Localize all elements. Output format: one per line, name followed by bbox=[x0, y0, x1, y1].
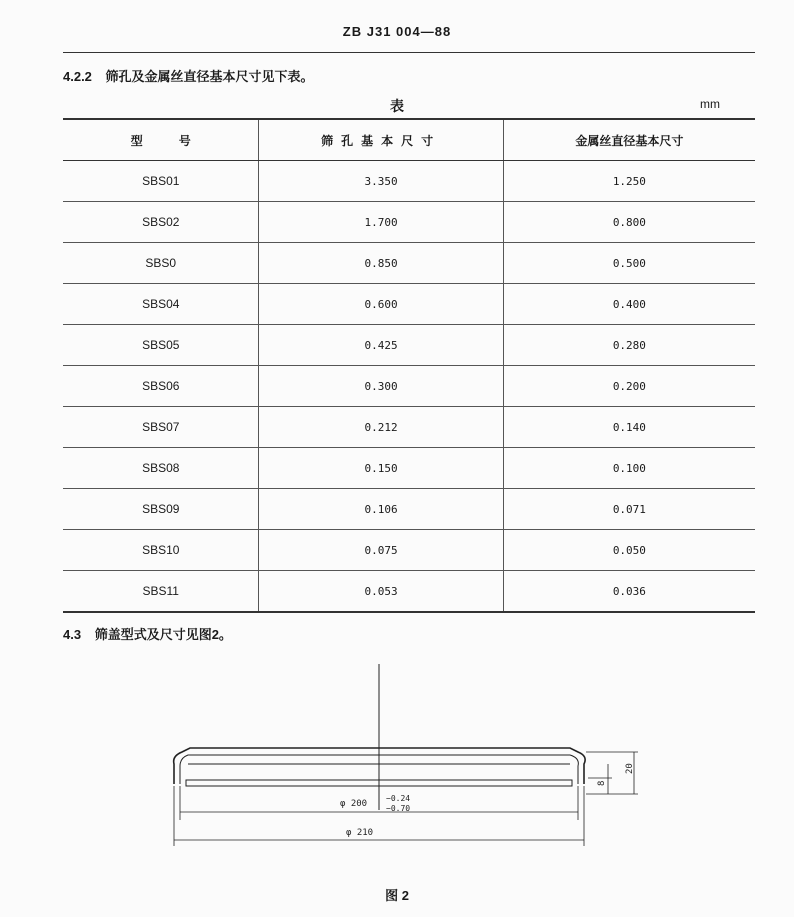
cell-model: SBS07 bbox=[63, 407, 259, 448]
figure-caption: 图 2 bbox=[385, 888, 409, 903]
dim-height-total: 20 bbox=[625, 763, 635, 774]
cell-model: SBS0 bbox=[63, 243, 259, 284]
cell-aperture: 0.212 bbox=[259, 407, 503, 448]
cell-wire: 0.500 bbox=[503, 243, 755, 284]
cell-wire: 1.250 bbox=[503, 161, 755, 202]
table-row bbox=[63, 366, 755, 407]
table-row bbox=[63, 243, 755, 284]
cell-wire: 0.100 bbox=[503, 448, 755, 489]
table-unit: mm bbox=[700, 97, 720, 111]
table-row bbox=[63, 530, 755, 571]
cell-model: SBS06 bbox=[63, 366, 259, 407]
cell-model: SBS02 bbox=[63, 202, 259, 243]
cell-aperture: 3.350 bbox=[259, 161, 503, 202]
cell-model: SBS01 bbox=[63, 161, 259, 202]
tolerance-lower: −0.70 bbox=[386, 804, 411, 813]
cell-aperture: 0.053 bbox=[259, 571, 503, 613]
table-row bbox=[63, 489, 755, 530]
standard-code: ZB J31 004—88 bbox=[342, 24, 452, 39]
header-aperture: 筛孔基本尺寸 bbox=[259, 119, 503, 161]
cell-model: SBS05 bbox=[63, 325, 259, 366]
clause-4-3 bbox=[63, 624, 232, 643]
header-rule bbox=[63, 52, 755, 53]
clause-text: 筛盖型式及尺寸见图2。 bbox=[94, 627, 232, 642]
cell-wire: 0.400 bbox=[503, 284, 755, 325]
cell-aperture: 0.150 bbox=[259, 448, 503, 489]
cell-model: SBS08 bbox=[63, 448, 259, 489]
table-row bbox=[63, 407, 755, 448]
cell-aperture: 0.106 bbox=[259, 489, 503, 530]
cell-model: SBS10 bbox=[63, 530, 259, 571]
tolerance-upper: −0.24 bbox=[386, 794, 411, 803]
header-model: 型 号 bbox=[63, 119, 259, 161]
table-header-row bbox=[63, 119, 755, 161]
sieve-cover-drawing bbox=[150, 660, 670, 860]
table-body bbox=[63, 161, 755, 613]
spec-table bbox=[63, 118, 755, 613]
cell-wire: 0.200 bbox=[503, 366, 755, 407]
clause-4-2-2 bbox=[63, 66, 314, 85]
table-row bbox=[63, 202, 755, 243]
clause-number: 4.3 bbox=[63, 627, 82, 642]
header-wire: 金属丝直径基本尺寸 bbox=[503, 119, 755, 161]
cell-aperture: 0.075 bbox=[259, 530, 503, 571]
cell-wire: 0.071 bbox=[503, 489, 755, 530]
dim-outer: φ 210 bbox=[346, 828, 374, 838]
dim-inner: φ 200 bbox=[340, 799, 368, 809]
cell-aperture: 1.700 bbox=[259, 202, 503, 243]
cell-model: SBS04 bbox=[63, 284, 259, 325]
cell-aperture: 0.600 bbox=[259, 284, 503, 325]
cell-wire: 0.050 bbox=[503, 530, 755, 571]
table-row bbox=[63, 571, 755, 613]
cell-wire: 0.800 bbox=[503, 202, 755, 243]
table-row bbox=[63, 448, 755, 489]
clause-text: 筛孔及金属丝直径基本尺寸见下表。 bbox=[105, 69, 314, 84]
cell-model: SBS11 bbox=[63, 571, 259, 613]
table-row bbox=[63, 325, 755, 366]
cell-wire: 0.036 bbox=[503, 571, 755, 613]
table-caption: 表 bbox=[390, 98, 404, 114]
cell-wire: 0.280 bbox=[503, 325, 755, 366]
cell-wire: 0.140 bbox=[503, 407, 755, 448]
clause-number: 4.2.2 bbox=[63, 69, 92, 84]
cell-model: SBS09 bbox=[63, 489, 259, 530]
table-row bbox=[63, 161, 755, 202]
table-row bbox=[63, 284, 755, 325]
cell-aperture: 0.425 bbox=[259, 325, 503, 366]
cell-aperture: 0.850 bbox=[259, 243, 503, 284]
dim-height-lip: 8 bbox=[597, 780, 607, 786]
cell-aperture: 0.300 bbox=[259, 366, 503, 407]
